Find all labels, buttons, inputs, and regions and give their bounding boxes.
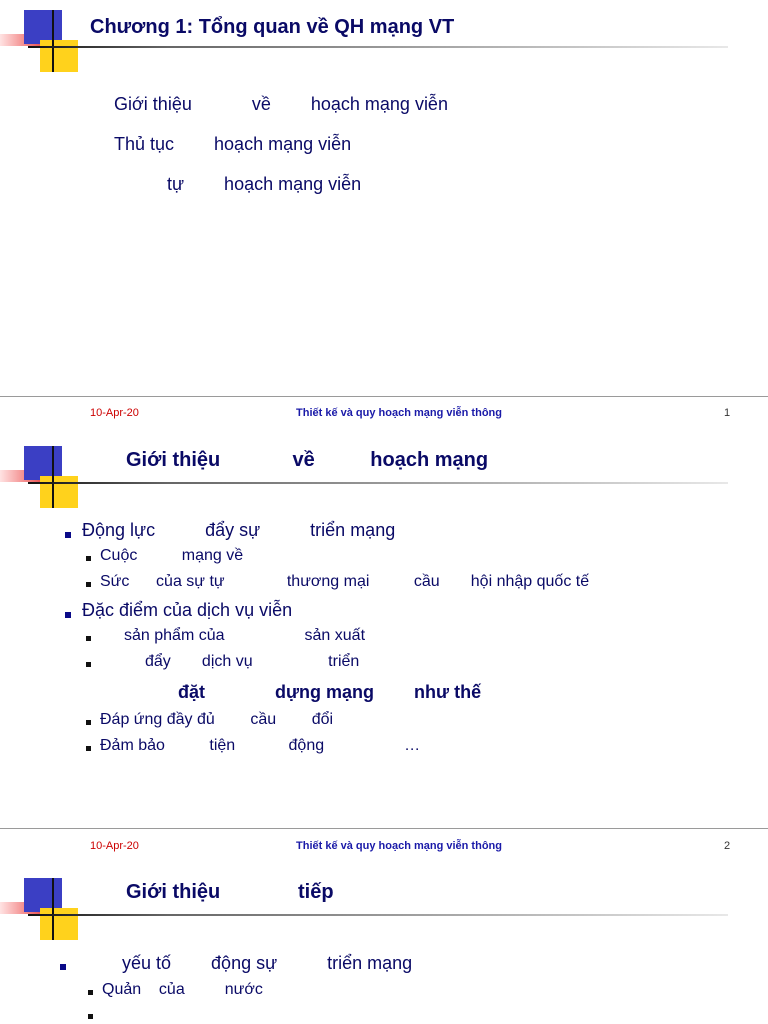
- bullet-icon: [88, 990, 93, 995]
- sub-item: Đáp ứng đầy đủ cầu đổi: [100, 711, 334, 728]
- bullet-icon: [86, 582, 91, 587]
- title-decoration: [0, 446, 90, 516]
- bullet-icon: [86, 720, 91, 725]
- footer-title: Thiết kế và quy hoạch mạng viễn thông: [296, 407, 502, 419]
- sub-item: Đảm bảo tiện động …: [100, 737, 421, 754]
- sub-item: Quản của nước: [102, 981, 263, 998]
- list-item: yếu tố động sự triển mạng: [122, 953, 413, 973]
- slide-2: [0, 396, 768, 832]
- page-number: 1: [724, 407, 731, 419]
- sub-item: Sức của sự tự thương mại cầu hội nhập quốc tế: [100, 573, 590, 590]
- slide-title: Giới thiệu về hoạch mạng: [126, 449, 489, 471]
- sub-item: đẩy dịch vụ triển: [145, 653, 360, 670]
- title-decoration: [0, 10, 90, 80]
- sub-item: Cuộc mạng về: [100, 547, 244, 564]
- list-item: Động lực đẩy sự triển mạng: [82, 520, 396, 540]
- bullet-icon: [60, 964, 66, 970]
- bullet-icon: [88, 1014, 93, 1019]
- body-line: Giới thiệu về hoạch mạng viễn: [114, 94, 448, 114]
- footer-date: 10-Apr-20: [90, 407, 139, 419]
- bullet-icon: [86, 636, 91, 641]
- bullet-icon: [65, 612, 71, 618]
- footer-title: Thiết kế và quy hoạch mạng viễn thông: [296, 840, 502, 852]
- footer-date: 10-Apr-20: [90, 840, 139, 852]
- section-heading: đặt dựng mạng như thế: [178, 682, 482, 702]
- body-line: tự hoạch mạng viễn: [167, 174, 362, 194]
- page-number: 2: [724, 840, 731, 852]
- slide-3: [0, 832, 768, 1024]
- title-decoration: [0, 878, 90, 948]
- slide-title: Giới thiệu tiếp: [126, 881, 334, 903]
- list-item: Đặc điểm của dịch vụ viễn: [82, 600, 293, 620]
- bullet-icon: [86, 746, 91, 751]
- slide-1: [0, 0, 768, 396]
- bullet-icon: [86, 556, 91, 561]
- slide-title: Chương 1: Tổng quan về QH mạng VT: [90, 16, 455, 38]
- sub-item: sản phẩm của sản xuất: [124, 627, 366, 644]
- slide-divider: [0, 828, 768, 829]
- body-line: Thủ tục hoạch mạng viễn: [114, 134, 352, 154]
- bullet-icon: [86, 662, 91, 667]
- bullet-icon: [65, 532, 71, 538]
